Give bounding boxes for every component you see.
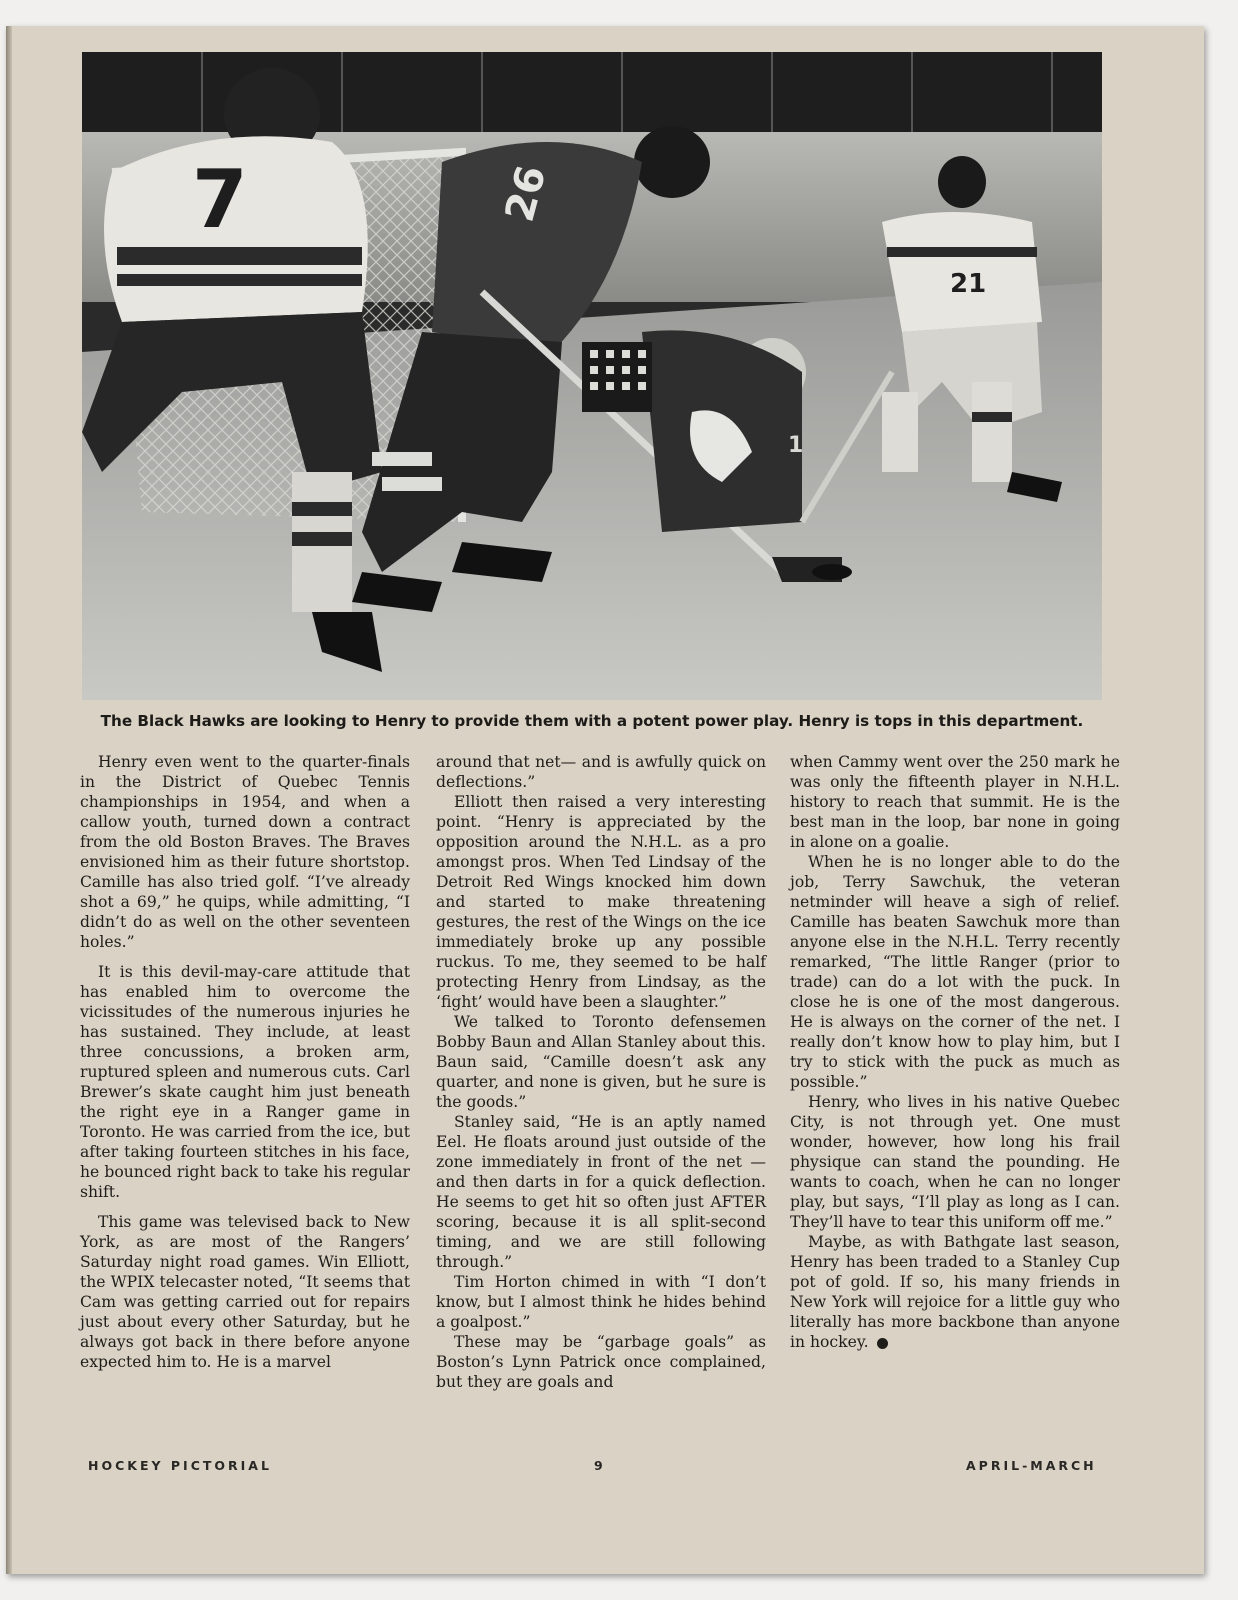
end-of-article-bullet (877, 1338, 888, 1349)
paragraph: This game was televised back to New York, as are most of the Rangers’ Saturday night road games. Win Elliott, the WPIX telecaster noted, “It seems that Cam was getting carried out for repairs just about every other Saturday, but he always got back in there before anyone expected him to. He is a marvel (80, 1213, 410, 1371)
paragraph: It is this devil-may-care attitude that has enabled him to overcome the vicissitudes of the numerous injuries he has sustained. They include, at least three concussions, a broken arm, ruptured spleen and numerous cuts. Carl Brewer’s skate caught him just beneath the right eye in a Ranger game in Toronto. He was carried from the ice, but after taking fourteen stitches in his face, he bounced right back to take his regular shift. (80, 963, 410, 1201)
paragraph: Henry, who lives in his native Quebec City, is not through yet. One must wonder, however, how long his frail physique can stand the pounding. He wants to coach, when he can no longer play, but says, “I’ll play as long as I can. They’ll have to tear this uniform off me.” (790, 1093, 1120, 1231)
paragraph: Tim Horton chimed in with “I don’t know, but I almost think he hides behind a goalpost.” (436, 1273, 766, 1331)
svg-text:7: 7 (192, 153, 248, 246)
photo-caption: The Black Hawks are looking to Henry to provide them with a potent power play. Henry is tops in this department. (100, 712, 1084, 730)
paragraph-text: Maybe, as with Bathgate last season, Henry has been traded to a Stanley Cup pot of gold. If so, his many friends in New York will rejoice for a little guy who literally has more backbone than anyone in hockey. (790, 1233, 1120, 1351)
paragraph: These may be “garbage goals” as Boston’s Lynn Patrick once complained, but they are goals and (436, 1333, 766, 1391)
paragraph: Henry even went to the quarter-finals in the District of Quebec Tennis championships in 1954, and when a callow youth, turned down a contract from the old Boston Braves. The Braves envisioned him as their future shortstop. Camille has also tried golf. “I’ve already shot a 69,” he quips, while admitting, “I didn’t do as well on the other seventeen holes.” (80, 753, 410, 951)
svg-text:21: 21 (950, 269, 987, 299)
paragraph: Elliott then raised a very interesting point. “Henry is appreciated by the opposition around the N.H.L. as a pro amongst pros. When Ted Lindsay of the Detroit Red Wings knocked him down and started to make threatening gestures, the rest of the Wings on the ice immediately broke up any possible ruckus. To me, they seemed to be half protecting Henry from Lindsay, as the ‘fight’ would have been a slaughter.” (436, 793, 766, 1011)
footer-magazine-title: HOCKEY PICTORIAL (88, 1458, 272, 1473)
article-column-3 (790, 752, 1120, 1352)
svg-text:26: 26 (496, 160, 556, 227)
paragraph: when Cammy went over the 250 mark he was only the fifteenth player in N.H.L. history to reach that summit. He is the best man in the loop, bar none in going in alone on a goalie. (790, 753, 1120, 851)
hockey-photo (82, 52, 1102, 700)
paragraph (790, 1232, 1120, 1352)
article-column-1 (80, 752, 410, 1372)
footer-issue-date: APRIL-MARCH (966, 1458, 1097, 1473)
article-column-2 (436, 752, 766, 1392)
footer-page-number: 9 (594, 1458, 603, 1473)
page-binding-edge (6, 26, 12, 1574)
paragraph: Stanley said, “He is an aptly named Eel. He floats around just outside of the zone immediately in front of the net — and then darts in for a quick deflection. He seems to get hit so often just AFTER scoring, because it is all split-second timing, and we are still following through.” (436, 1113, 766, 1271)
paragraph: When he is no longer able to do the job, Terry Sawchuk, the veteran netminder will heave a sigh of relief. Camille has beaten Sawchuk more than anyone else in the N.H.L. Terry recently remarked, “The little Ranger (prior to trade) can do a lot with the puck. In close he is one of the most dangerous. He is always on the corner of the net. I really don’t know how to play him, but I try to stick with the puck as much as possible.” (790, 853, 1120, 1091)
paragraph: around that net— and is awfully quick on deflections.” (436, 753, 766, 791)
paragraph: We talked to Toronto defensemen Bobby Baun and Allan Stanley about this. Baun said, “Camille doesn’t ask any quarter, and none is given, but he sure is the goods.” (436, 1013, 766, 1111)
svg-text:1: 1 (788, 433, 804, 458)
